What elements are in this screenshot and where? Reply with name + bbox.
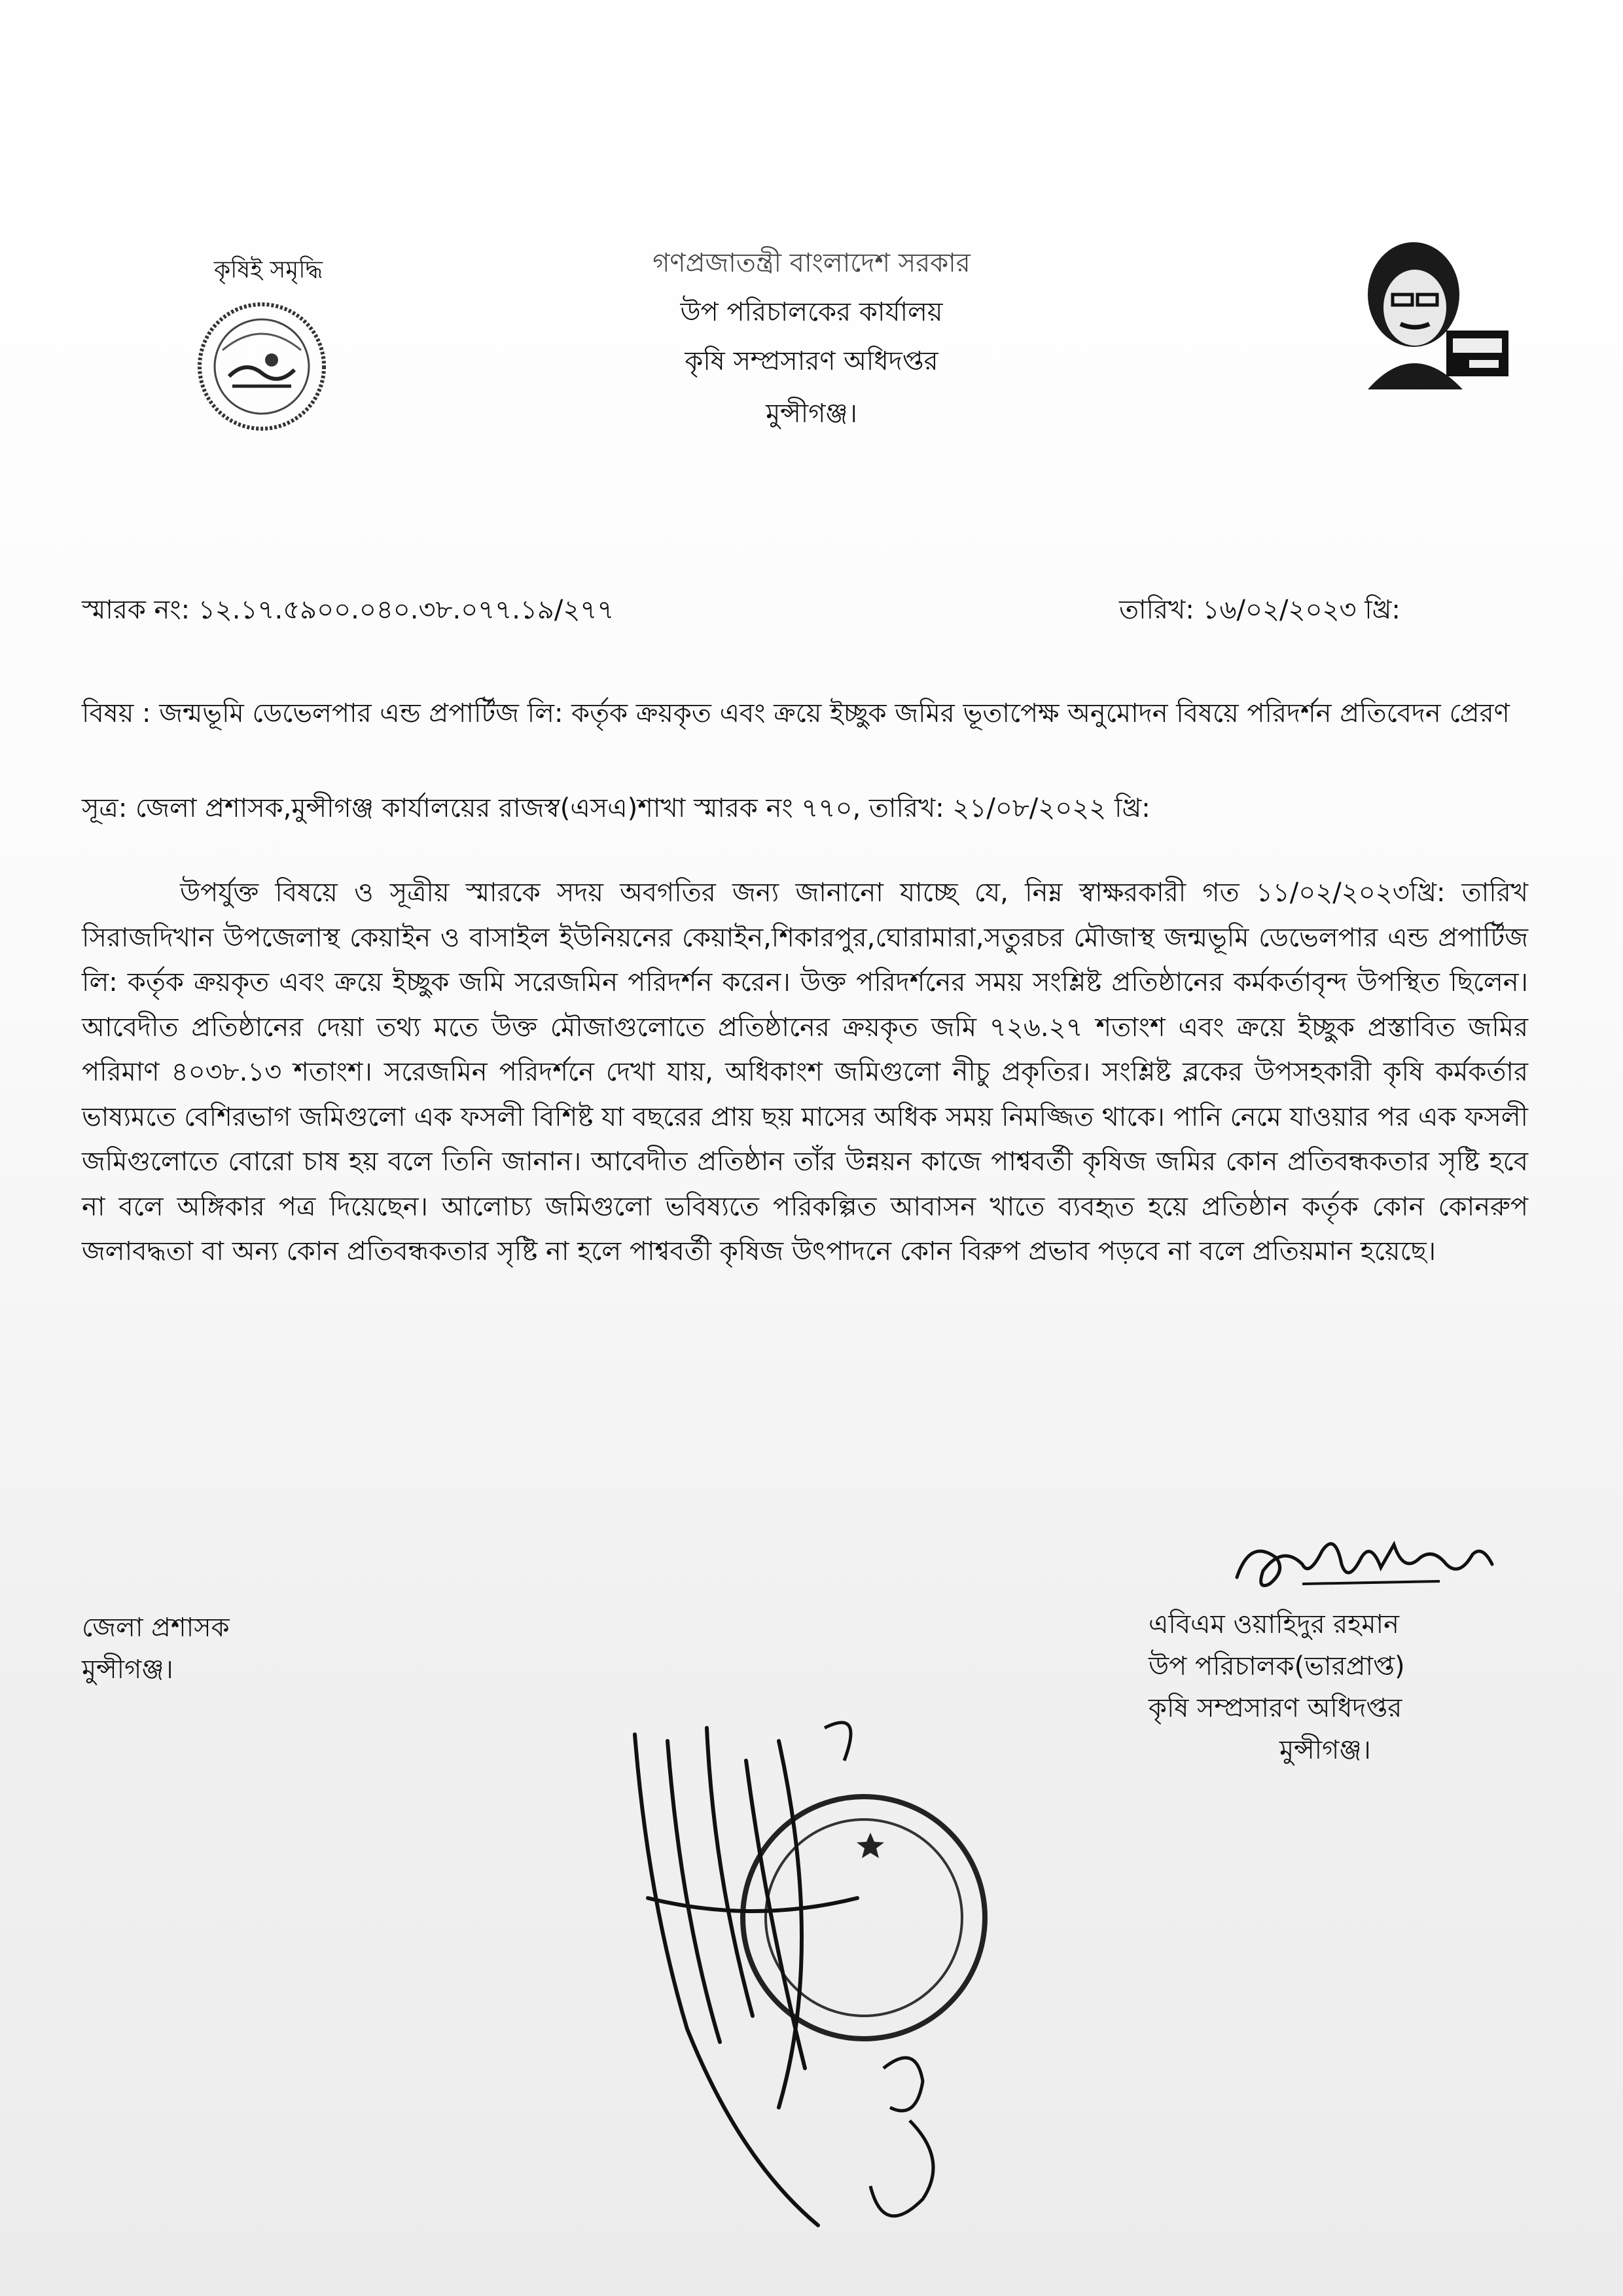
memo-date: তারিখ: ১৬/০২/২০২৩ খ্রি: [1119, 595, 1400, 625]
subject-line: বিষয় : জন্মভূমি ডেভেলপার এন্ড প্রপার্টিজ লি: কর্তৃক ক্রয়কৃত এবং ক্রয়ে ইচ্ছুক জমির ভূতাপেক্ষ অনুমোদন বিষয়ে পরিদর্শন প্রতিবেদন প্রেরণ [82, 698, 1510, 728]
mujib-borsho-logo-icon [1342, 232, 1531, 389]
recipient-title: জেলা প্রশাসক [82, 1613, 230, 1643]
signatory-name: এবিএম ওয়াহিদুর রহমান [1149, 1609, 1399, 1640]
signatory-block [1149, 1604, 1405, 1771]
office-title: উপ পরিচালকের কার্যালয় [680, 297, 943, 327]
memo-number: স্মারক নং: ১২.১৭.৫৯০০.০৪০.৩৮.০৭৭.১৯/২৭৭ [82, 595, 615, 625]
recipient-location: মুন্সীগঞ্জ। [82, 1655, 173, 1685]
signatory-department: কৃষি সম্প্রসারণ অধিদপ্তর [1149, 1693, 1402, 1723]
signatory-designation: উপ পরিচালক(ভারপ্রাপ্ত) [1149, 1651, 1405, 1681]
motto-text: কৃষিই সমৃদ্ধি [214, 257, 323, 283]
body-paragraph: উপর্যুক্ত বিষয়ে ও সূত্রীয় স্মারকে সদয় অবগতির জন্য জানানো যাচ্ছে যে, নিম্ন স্বাক্ষরকারী গত ১১/০২/২০২৩খ্রি: তারিখ সিরাজদিখান উপজেলাস্থ কেয়াইন ও বাসাইল ইউনিয়নের কেয়াইন,শিকারপুর,ঘোরামারা,সতুরচর মৌজাস্থ জন্মভূমি ডেভেলপার এন্ড প্রপার্টিজ লি: কর্তৃক ক্রয়কৃত এবং ক্রয়ে ইচ্ছুক জমি সরেজমিন পরিদর্শন করেন। উক্ত পরিদর্শনের সময় সংশ্লিষ্ট প্রতিষ্ঠানের কর্মকর্তাবৃন্দ উপস্থিত ছিলেন। আবেদীত প্রতিষ্ঠানের দেয়া তথ্য মতে উক্ত মৌজাগুলোতে প্রতিষ্ঠানের ক্রয়কৃত জমি ৭২৬.২৭ শতাংশ এবং ক্রয়ে ইচ্ছুক প্রস্তাবিত জমির পরিমাণ ৪০৩৮.১৩ শতাংশ। সরেজমিন পরিদর্শনে দেখা যায়, অধিকাংশ জমিগুলো নীচু প্রকৃতির। সংশ্লিষ্ট ব্লকের উপসহকারী কৃষি কর্মকর্তার ভাষ্যমতে বেশিরভাগ জমিগুলো এক ফসলী বিশিষ্ট যা বছরের প্রায় ছয় মাসের অধিক সময় নিমজ্জিত থাকে। পানি নেমে যাওয়ার পর এক ফসলী জমিগুলোতে বোরো চাষ হয় বলে তিনি জানান। আবেদীত প্রতিষ্ঠান তাঁর উন্নয়ন কাজে পাশ্ববর্তী কৃষিজ জমির কোন প্রতিবন্ধকতার সৃষ্টি হবে না বলে অঙ্গিকার পত্র দিয়েছেন। আলোচ্য জমিগুলো ভবিষ্যতে পরিকল্পিত আবাসন খাতে ব্যবহৃত হয়ে প্রতিষ্ঠান কর্তৃক কোন কোনরুপ জলাবদ্ধতা বা অন্য কোন প্রতিবন্ধকতার সৃষ্টি না হলে পাশ্ববর্তী কৃষিজ উৎপাদনে কোন বিরুপ প্রভাব পড়বে না বলে প্রতিয়মান হয়েছে। [82, 878, 1528, 1266]
signatory-location: মুন্সীগঞ্জ। [1279, 1735, 1371, 1765]
department-title: কৃষি সম্প্রসারণ অধিদপ্তর [685, 346, 938, 376]
source-line: সূত্র: জেলা প্রশাসক,মুন্সীগঞ্জ কার্যালয়ের রাজস্ব(এসএ)শাখা স্মারক নং ৭৭০, তারিখ: ২১/০৮/২০২২ খ্রি: [82, 793, 1150, 823]
recipient-block [82, 1607, 230, 1691]
handwritten-signature [1224, 1518, 1512, 1610]
location-title: মুন্সীগঞ্জ। [766, 399, 857, 429]
dae-logo-icon [193, 298, 330, 435]
gov-title: গণপ্রজাতন্ত্রী বাংলাদেশ সরকার [652, 248, 971, 278]
official-stamp-icon [609, 1702, 1171, 2278]
